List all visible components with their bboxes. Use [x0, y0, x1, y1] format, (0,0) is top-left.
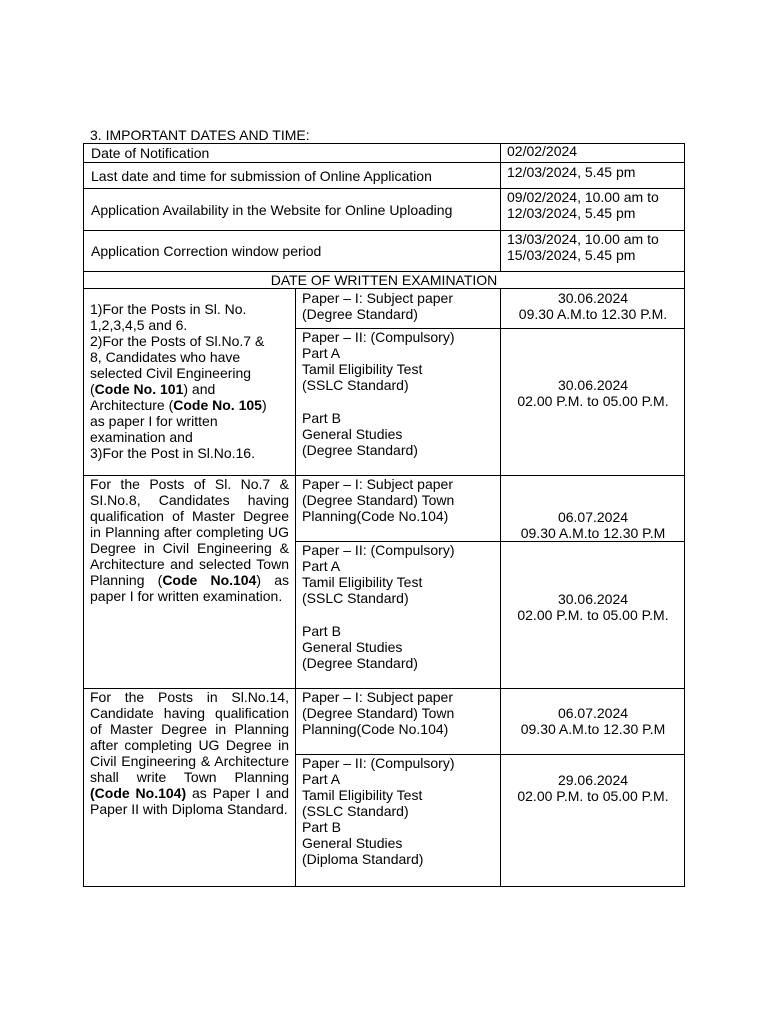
group2-paper1-schedule: 06.07.2024 09.30 A.M.to 12.30 P.M — [520, 509, 666, 541]
last-date-value: 12/03/2024, 5.45 pm — [507, 164, 636, 180]
row-divider — [83, 288, 685, 289]
group3-paper2-schedule: 29.06.2024 02.00 P.M. to 05.00 P.M. — [517, 772, 669, 804]
notification-label: Date of Notification — [91, 145, 210, 161]
column-divider — [500, 143, 501, 272]
availability-label: Application Availability in the Website for Online Uploading — [91, 202, 453, 218]
notification-date: 02/02/2024 — [507, 143, 578, 159]
group1-paper2-schedule: 30.06.2024 02.00 P.M. to 05.00 P.M. — [517, 377, 669, 409]
column-divider — [295, 288, 296, 887]
section-heading: 3. IMPORTANT DATES AND TIME: — [90, 127, 310, 143]
group3-description: For the Posts in Sl.No.14, Candidate having qualification of Master Degree in Planning after completing UG Degree in Civil Engineering & Architecture shall write Town Planning (Code No.104) as Paper I and Paper II with Diploma Standard. — [90, 689, 289, 817]
group1-paper2: Paper – II: (Compulsory) Part A Tamil Eligibility Test (SSLC Standard) Part B General Studies (Degree Standard) — [302, 329, 455, 458]
group1-paper1-schedule: 30.06.2024 09.30 A.M.to 12.30 P.M. — [518, 290, 668, 322]
last-date-label: Last date and time for submission of Online Application — [91, 168, 432, 184]
group2-paper2: Paper – II: (Compulsory) Part A Tamil Eligibility Test (SSLC Standard) Part B General Studies (Degree Standard) — [302, 542, 455, 671]
group3-paper2: Paper – II: (Compulsory) Part A Tamil Eligibility Test (SSLC Standard) Part B General Studies (Diploma Standard) — [302, 755, 455, 867]
group2-paper1: Paper – I: Subject paper (Degree Standard) Town Planning(Code No.104) — [302, 476, 455, 524]
exam-header: DATE OF WRITTEN EXAMINATION — [270, 272, 498, 288]
row-divider — [83, 162, 685, 163]
group3-paper1: Paper – I: Subject paper (Degree Standard) Town Planning(Code No.104) — [302, 689, 455, 737]
group1-description: 1)For the Posts in Sl. No. 1,2,3,4,5 and 6. 2)For the Posts of Sl.No.7 & 8, Candidates who have selected Civil Engineering (Code No. 101) and Architecture (Code No. 105) as paper I for written examination and 3)For the Post in Sl.No.16. — [90, 301, 267, 461]
group1-paper1: Paper – I: Subject paper (Degree Standard) — [302, 290, 453, 322]
group2-description: For the Posts of Sl. No.7 & SI.No.8, Candidates having qualification of Master Degree in Planning after completing UG Degree in Civil Engineering & Architecture and selected Town Planning (Code No.104) as paper I for written examination. — [90, 476, 289, 604]
group3-paper1-schedule: 06.07.2024 09.30 A.M.to 12.30 P.M — [520, 705, 666, 737]
availability-value: 09/02/2024, 10.00 am to 12/03/2024, 5.45 pm — [507, 189, 659, 221]
group2-paper2-schedule: 30.06.2024 02.00 P.M. to 05.00 P.M. — [517, 591, 669, 623]
correction-value: 13/03/2024, 10.00 am to 15/03/2024, 5.45 pm — [507, 231, 659, 263]
correction-label: Application Correction window period — [91, 243, 322, 259]
